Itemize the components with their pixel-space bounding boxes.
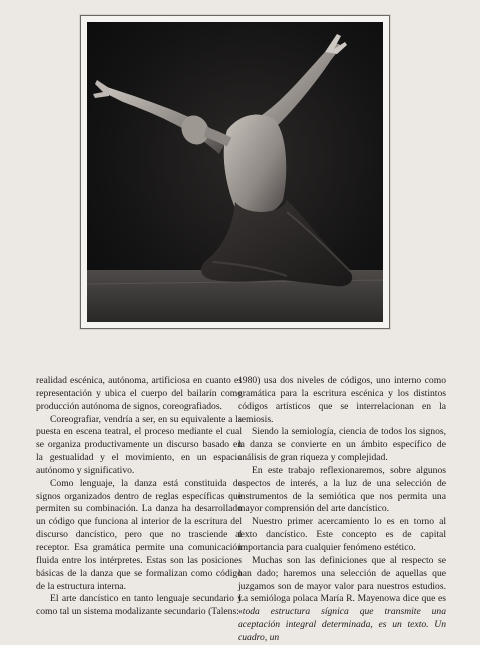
right-text-column <box>238 375 446 645</box>
paragraph: Nuestro primer acercamiento lo es en torno al texto dancístico. Este concepto es de capital importancia para cualquier fenómeno estético. <box>238 516 446 553</box>
paragraph-with-quote <box>238 555 446 645</box>
paragraph: El arte dancístico en tanto lenguaje secundario y como tal un sistema modalizante secundario (Talens: <box>36 593 242 618</box>
quoted-definition: toda estructura sígnica que transmite una aceptación integral determinada, es un texto. Un cuadro, un <box>238 606 446 643</box>
paragraph: 1980) usa dos niveles de códigos, uno interno como gramática para la escritura escénica y los distintos códigos artísticos que se interrelacionan en la semiosis. <box>238 375 446 425</box>
dancer-photo <box>87 22 383 322</box>
paragraph: Coreografiar, vendría a ser, en su equivalente a la puesta en escena teatral, el proceso mediante el cual se organiza productivamente un discurso basado en la gestualidad y el movimiento, en un espacio autónomo y significativo. <box>36 413 242 476</box>
left-text-column <box>36 375 242 619</box>
paragraph: Siendo la semiología, ciencia de todos los signos, la danza se convierte en un ámbito específico de análisis de gran riqueza y complejidad. <box>238 426 446 464</box>
paragraph: realidad escénica, autónoma, artificiosa en cuanto es representación y ubica el cuerpo del bailarín como producción autónoma de signos, coreografiados. <box>36 375 242 412</box>
paragraph: Como lenguaje, la danza está constituida de signos organizados dentro de reglas específicas que permiten su combinación. La danza ha desarrollado un código que funciona al interior de la escritura del discurso dancístico, pero que no trasciende al receptor. Esa gramática permite una comunicación fluida entre los intérpretes. Estas son las posiciones básicas de la danza que se formalizan como código de la estructura interna. <box>36 477 242 592</box>
paragraph: En este trabajo reflexionaremos, sobre algunos aspectos de interés, a la luz de una selección de instrumentos de la semiótica que nos permita una mayor comprensión del arte dancístico. <box>238 464 446 515</box>
photo-frame <box>80 15 390 329</box>
paragraph-text: Muchas son las definiciones que al respecto se han dado; haremos una selección de aquellas que juzgamos son de mayor valor para nuestros estudios. La semióloga polaca María R. Mayenowa dice que es « <box>238 554 446 618</box>
dancer-illustration <box>87 22 383 322</box>
